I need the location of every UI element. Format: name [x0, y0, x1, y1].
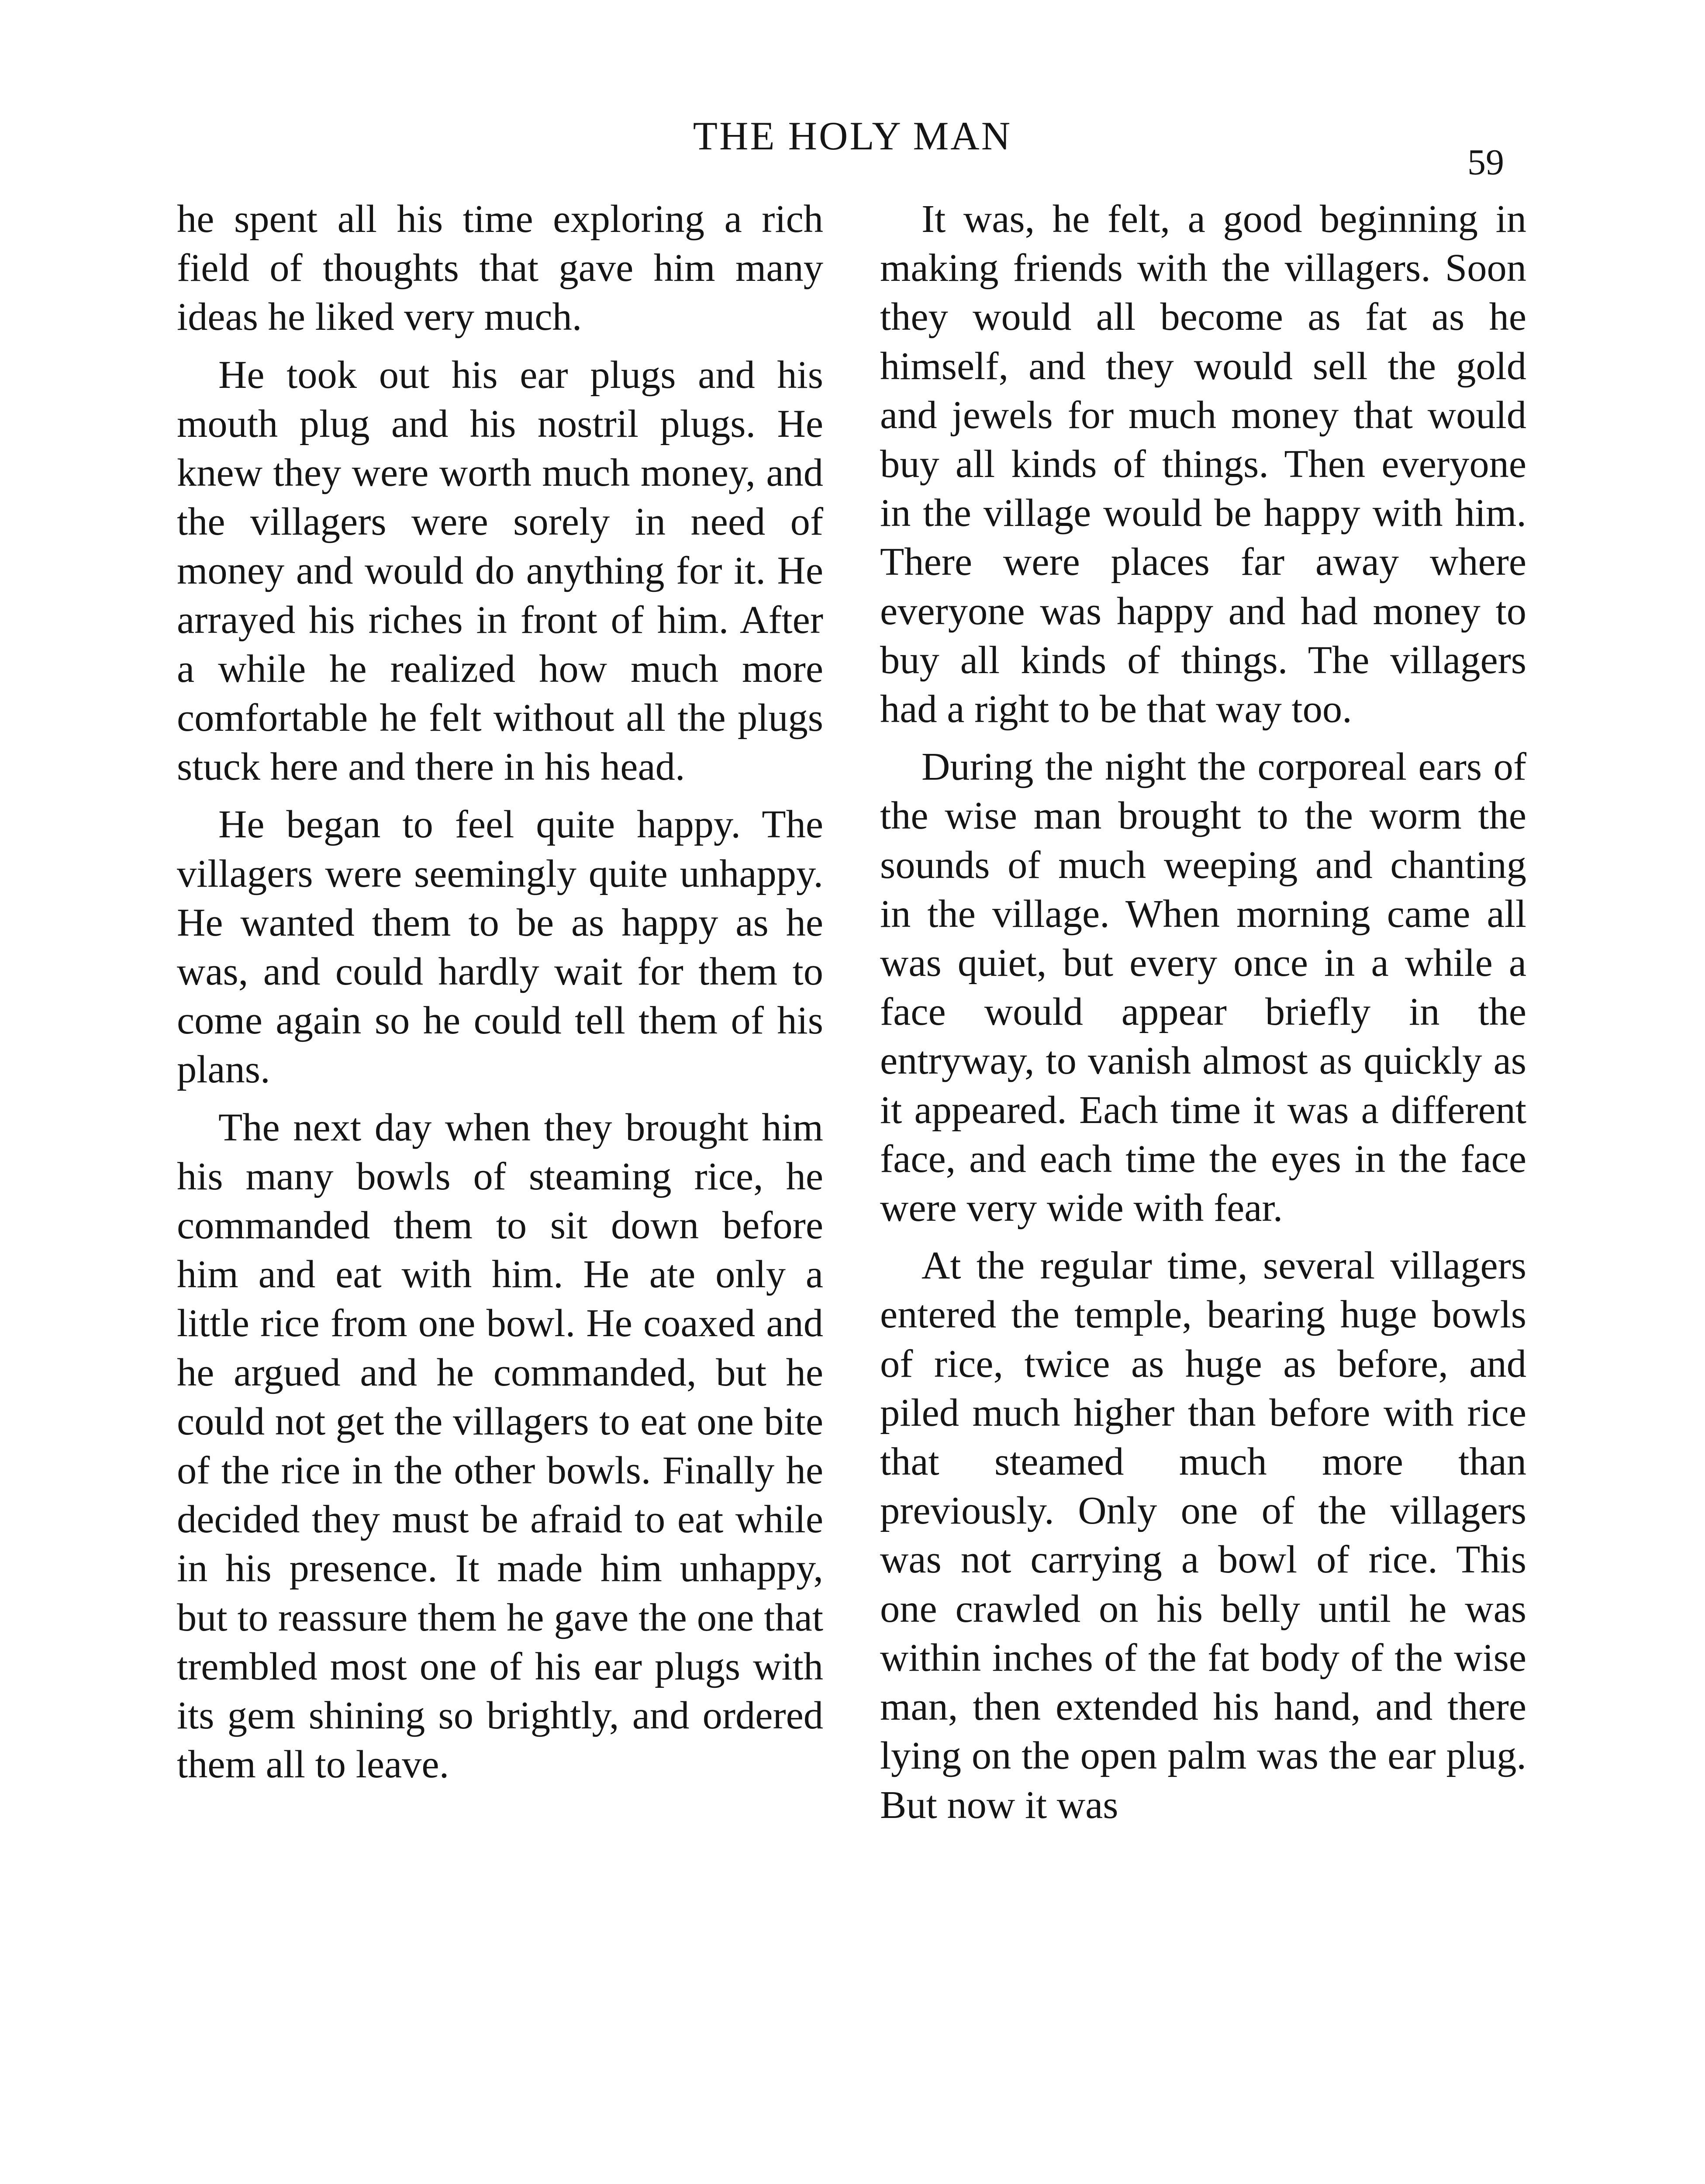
paragraph: he spent all his time exploring a rich field of thoughts that gave him many ideas he liked very much. — [177, 197, 823, 339]
right-text-column — [880, 194, 1526, 1838]
paragraph: At the regular time, several villagers entered the temple, bearing huge bowls of rice, twice as huge as before, and piled much higher than before with rice that steamed much more than previously. Only one of the villagers was not carrying a bowl of rice. This one crawled on his belly until he was within inches of the fat body of the wise man, then extended his hand, and there lying on the open palm was the ear plug. But now it was — [880, 1243, 1526, 1827]
paragraph: He took out his ear plugs and his mouth plug and his nostril plugs. He knew they were worth much money, and the villagers were sorely in need of money and would do anything for it. He arrayed his riches in front of him. After a while he realized how much more comfortable he felt without all the plugs stuck here and there in his head. — [177, 352, 823, 789]
left-text-column — [177, 194, 823, 1798]
running-title: THE HOLY MAN — [693, 114, 1012, 158]
page-number: 59 — [1467, 142, 1504, 183]
paragraph: During the night the corporeal ears of the wise man brought to the worm the sounds of much weeping and chanting in the village. When morning came all was quiet, but every once in a while a face would appear briefly in the entryway, to vanish almost as quickly as it appeared. Each time it was a different face, and each time the eyes in the face were very wide with fear. — [880, 744, 1526, 1230]
paragraph: It was, he felt, a good beginning in making friends with the villagers. Soon they would all become as fat as he himself, and they would sell the gold and jewels for much money that would buy all kinds of things. Then everyone in the village would be happy with him. There were places far away where everyone was happy and had money to buy all kinds of things. The villagers had a right to be that way too. — [880, 197, 1526, 731]
paragraph: The next day when they brought him his many bowls of steaming rice, he commanded them to sit down before him and eat with him. He ate only a little rice from one bowl. He coaxed and he argued and he commanded, but he could not get the villagers to eat one bite of the rice in the other bowls. Finally he decided they must be afraid to eat while in his presence. It made him unhappy, but to reassure them he gave the one that trembled most one of his ear plugs with its gem shining so brightly, and ordered them all to leave. — [177, 1105, 823, 1787]
paragraph: He began to feel quite happy. The villagers were seemingly quite unhappy. He wanted them to be as happy as he was, and could hardly wait for them to come again so he could tell them of his plans. — [177, 802, 823, 1092]
